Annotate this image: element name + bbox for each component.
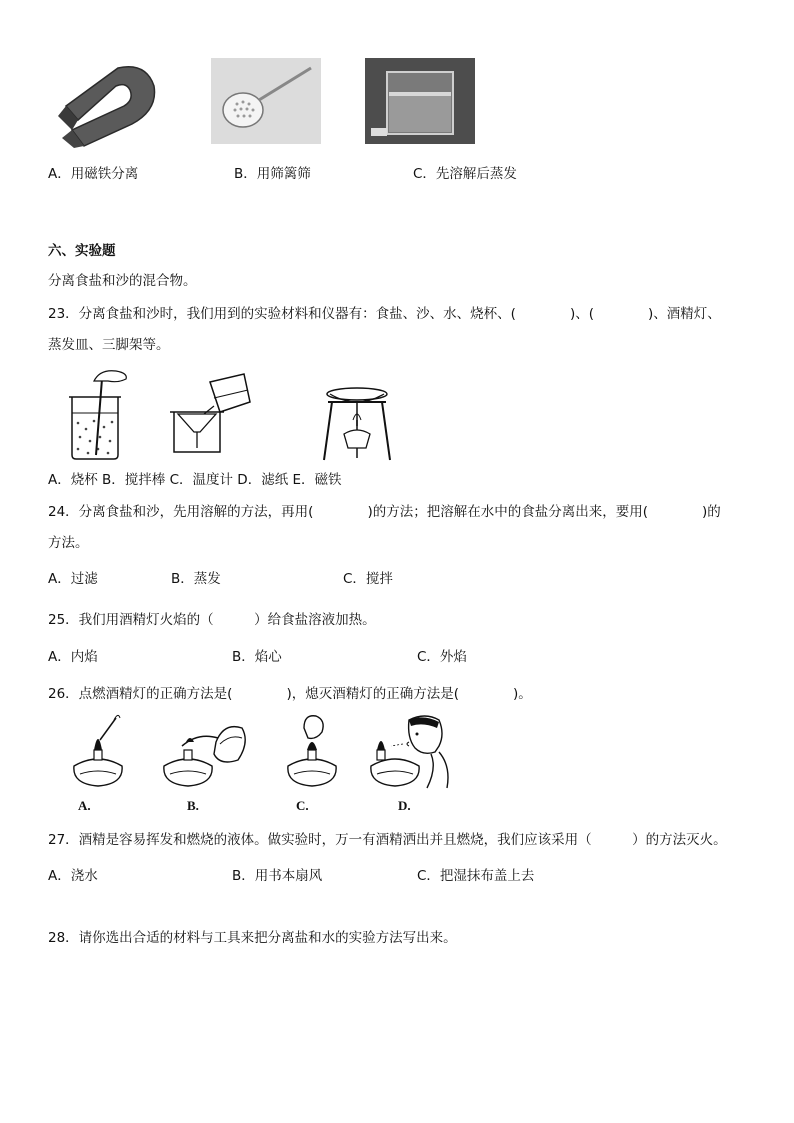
q22-option-b: B．用筛篱筛 (234, 166, 311, 182)
filtering-figure (164, 372, 254, 457)
strainer-image (211, 58, 321, 144)
lamp-label-b: B. (187, 798, 199, 813)
magnet-image (48, 58, 158, 148)
q27-option-c: C．把湿抹布盖上去 (417, 868, 535, 884)
lamp-label-c: C. (296, 798, 309, 813)
section-title: 六、实验题 (48, 243, 116, 259)
q22-option-a: A．用磁铁分离 (48, 166, 139, 182)
q24-option-b: B．蒸发 (171, 571, 221, 587)
lamp-figure-b (158, 712, 253, 792)
q25-option-a: A．内焰 (48, 649, 98, 665)
q24-option-a: A．过滤 (48, 571, 98, 587)
q25-question: 25．我们用酒精灯火焰的（ ）给食盐溶液加热。 (48, 612, 376, 628)
q27-question: 27．酒精是容易挥发和燃烧的液体。做实验时，万一有酒精洒出并且燃烧，我们应该采用（ ）的方法灭火。 (48, 832, 727, 848)
q24-option-c: C．搅拌 (343, 571, 393, 587)
q28-question: 28．请你选出合适的材料与工具来把分离盐和水的实验方法写出来。 (48, 930, 457, 946)
dissolve-beaker-photo (365, 58, 475, 144)
lamp-figure-c (282, 712, 342, 792)
q23-line2: 蒸发皿、三脚架等。 (48, 337, 170, 353)
q22-option-c: C．先溶解后蒸发 (413, 166, 517, 182)
q24-line2: 方法。 (48, 535, 89, 551)
lamp-label-d: D. (398, 798, 411, 813)
q26-question: 26．点燃酒精灯的正确方法是( )，熄灭酒精灯的正确方法是( )。 (48, 686, 532, 702)
lamp-label-a: A. (78, 798, 91, 813)
q27-option-a: A．浇水 (48, 868, 98, 884)
q24-line1: 24．分离食盐和沙，先用溶解的方法，再用( )的方法；把溶解在水中的食盐分离出来，要用( )的 (48, 504, 721, 520)
q25-option-c: C．外焰 (417, 649, 467, 665)
stirring-beaker-figure (64, 367, 134, 462)
lamp-figure-a (68, 712, 128, 792)
lamp-figure-d (365, 712, 455, 792)
q23-line1: 23．分离食盐和沙时，我们用到的实验材料和仪器有：食盐、沙、水、烧杯、( )、( )、酒精灯、 (48, 306, 721, 322)
q27-option-b: B．用书本扇风 (232, 868, 323, 884)
q25-option-b: B．焰心 (232, 649, 282, 665)
evaporation-tripod-figure (322, 380, 392, 465)
section-intro: 分离食盐和沙的混合物。 (48, 273, 197, 289)
q23-options: A．烧杯 B．搅拌棒 C．温度计 D．滤纸 E．磁铁 (48, 472, 342, 488)
